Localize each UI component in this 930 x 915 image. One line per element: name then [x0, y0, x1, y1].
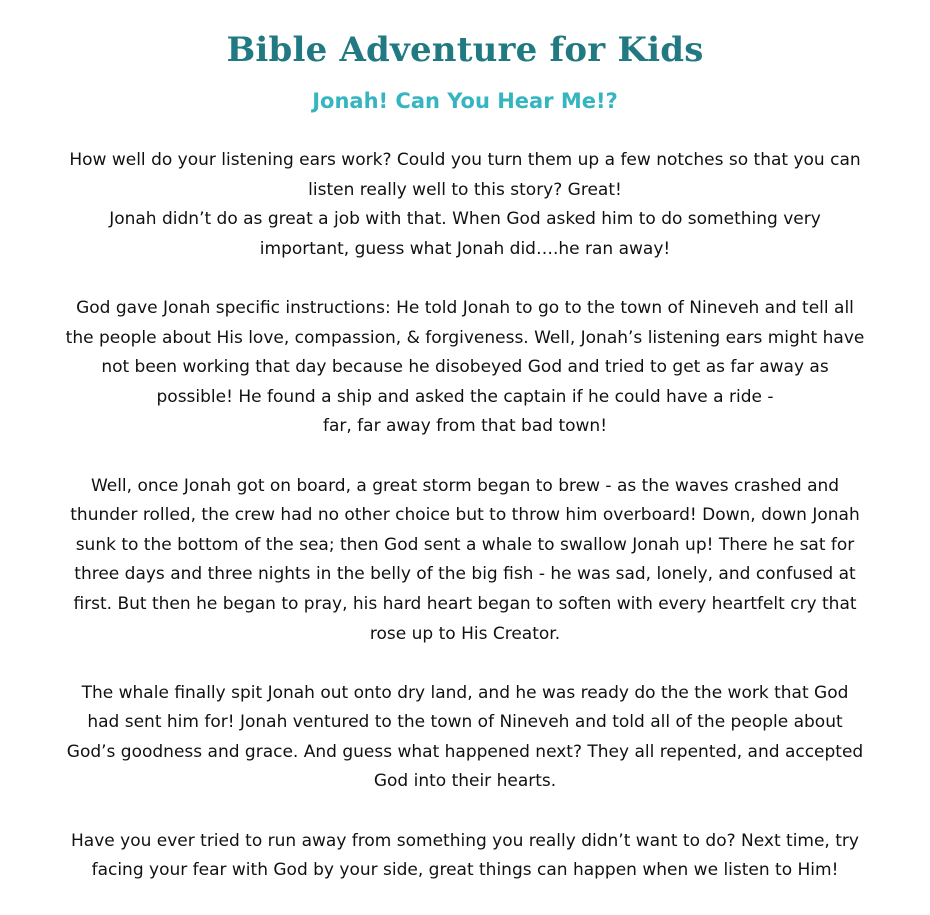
paragraph-5 — [20, 827, 910, 886]
paragraph-line: far, far away from that bad town! — [322, 416, 608, 437]
page-subtitle: Jonah! Can You Hear Me!? — [312, 89, 618, 113]
paragraph-line: Jonah didn’t do as great a job with that. When God asked him to do something very — [109, 209, 821, 230]
paragraph-3 — [20, 472, 910, 650]
paragraph-line: possible! He found a ship and asked the captain if he could have a ride - — [156, 386, 774, 407]
page-title: Bible Adventure for Kids — [226, 30, 704, 70]
paragraph-line: three days and three nights in the belly of the big fish - he was sad, lonely, and confused at — [74, 564, 856, 585]
paragraph-line: Have you ever tried to run away from something you really didn’t want to do? Next time, try — [71, 830, 859, 851]
paragraph-line: facing your fear with God by your side, great things can happen when we listen to Him! — [91, 860, 839, 881]
paragraph-line: How well do your listening ears work? Could you turn them up a few notches so that you can — [69, 150, 861, 170]
paragraph-line: the people about His love, compassion, & forgiveness. Well, Jonah’s listening ears might have — [65, 327, 865, 348]
paragraph-line: first. But then he began to pray, his hard heart began to soften with every heartfelt cry that — [73, 593, 857, 614]
paragraph-1 — [20, 146, 910, 264]
paragraph-line: Well, once Jonah got on board, a great storm began to brew - as the waves crashed and — [90, 475, 840, 496]
paragraph-2 — [20, 294, 910, 442]
paragraph-line: The whale finally spit Jonah out onto dry land, and he was ready do the the work that God — [81, 682, 849, 703]
paragraph-line: God’s goodness and grace. And guess what happened next? They all repented, and accepted — [66, 741, 864, 762]
paragraph-line: God gave Jonah specific instructions: He told Jonah to go to the town of Nineveh and tell all — [76, 297, 854, 318]
paragraph-line: thunder rolled, the crew had no other choice but to throw him overboard! Down, down Jonah — [70, 505, 860, 526]
paragraph-line: listen really well to this story? Great! — [308, 179, 622, 200]
paragraph-line: important, guess what Jonah did….he ran away! — [259, 238, 671, 259]
paragraph-line: God into their hearts. — [373, 771, 557, 792]
paragraph-line: sunk to the bottom of the sea; then God sent a whale to swallow Jonah up! There he sat for — [75, 534, 855, 555]
paragraph-4 — [20, 679, 910, 797]
paragraph-line: not been working that day because he disobeyed God and tried to get as far away as — [101, 357, 829, 378]
paragraph-line: had sent him for! Jonah ventured to the town of Nineveh and told all of the people about — [87, 712, 843, 733]
paragraph-line: rose up to His Creator. — [369, 623, 561, 644]
story-body — [20, 146, 910, 915]
